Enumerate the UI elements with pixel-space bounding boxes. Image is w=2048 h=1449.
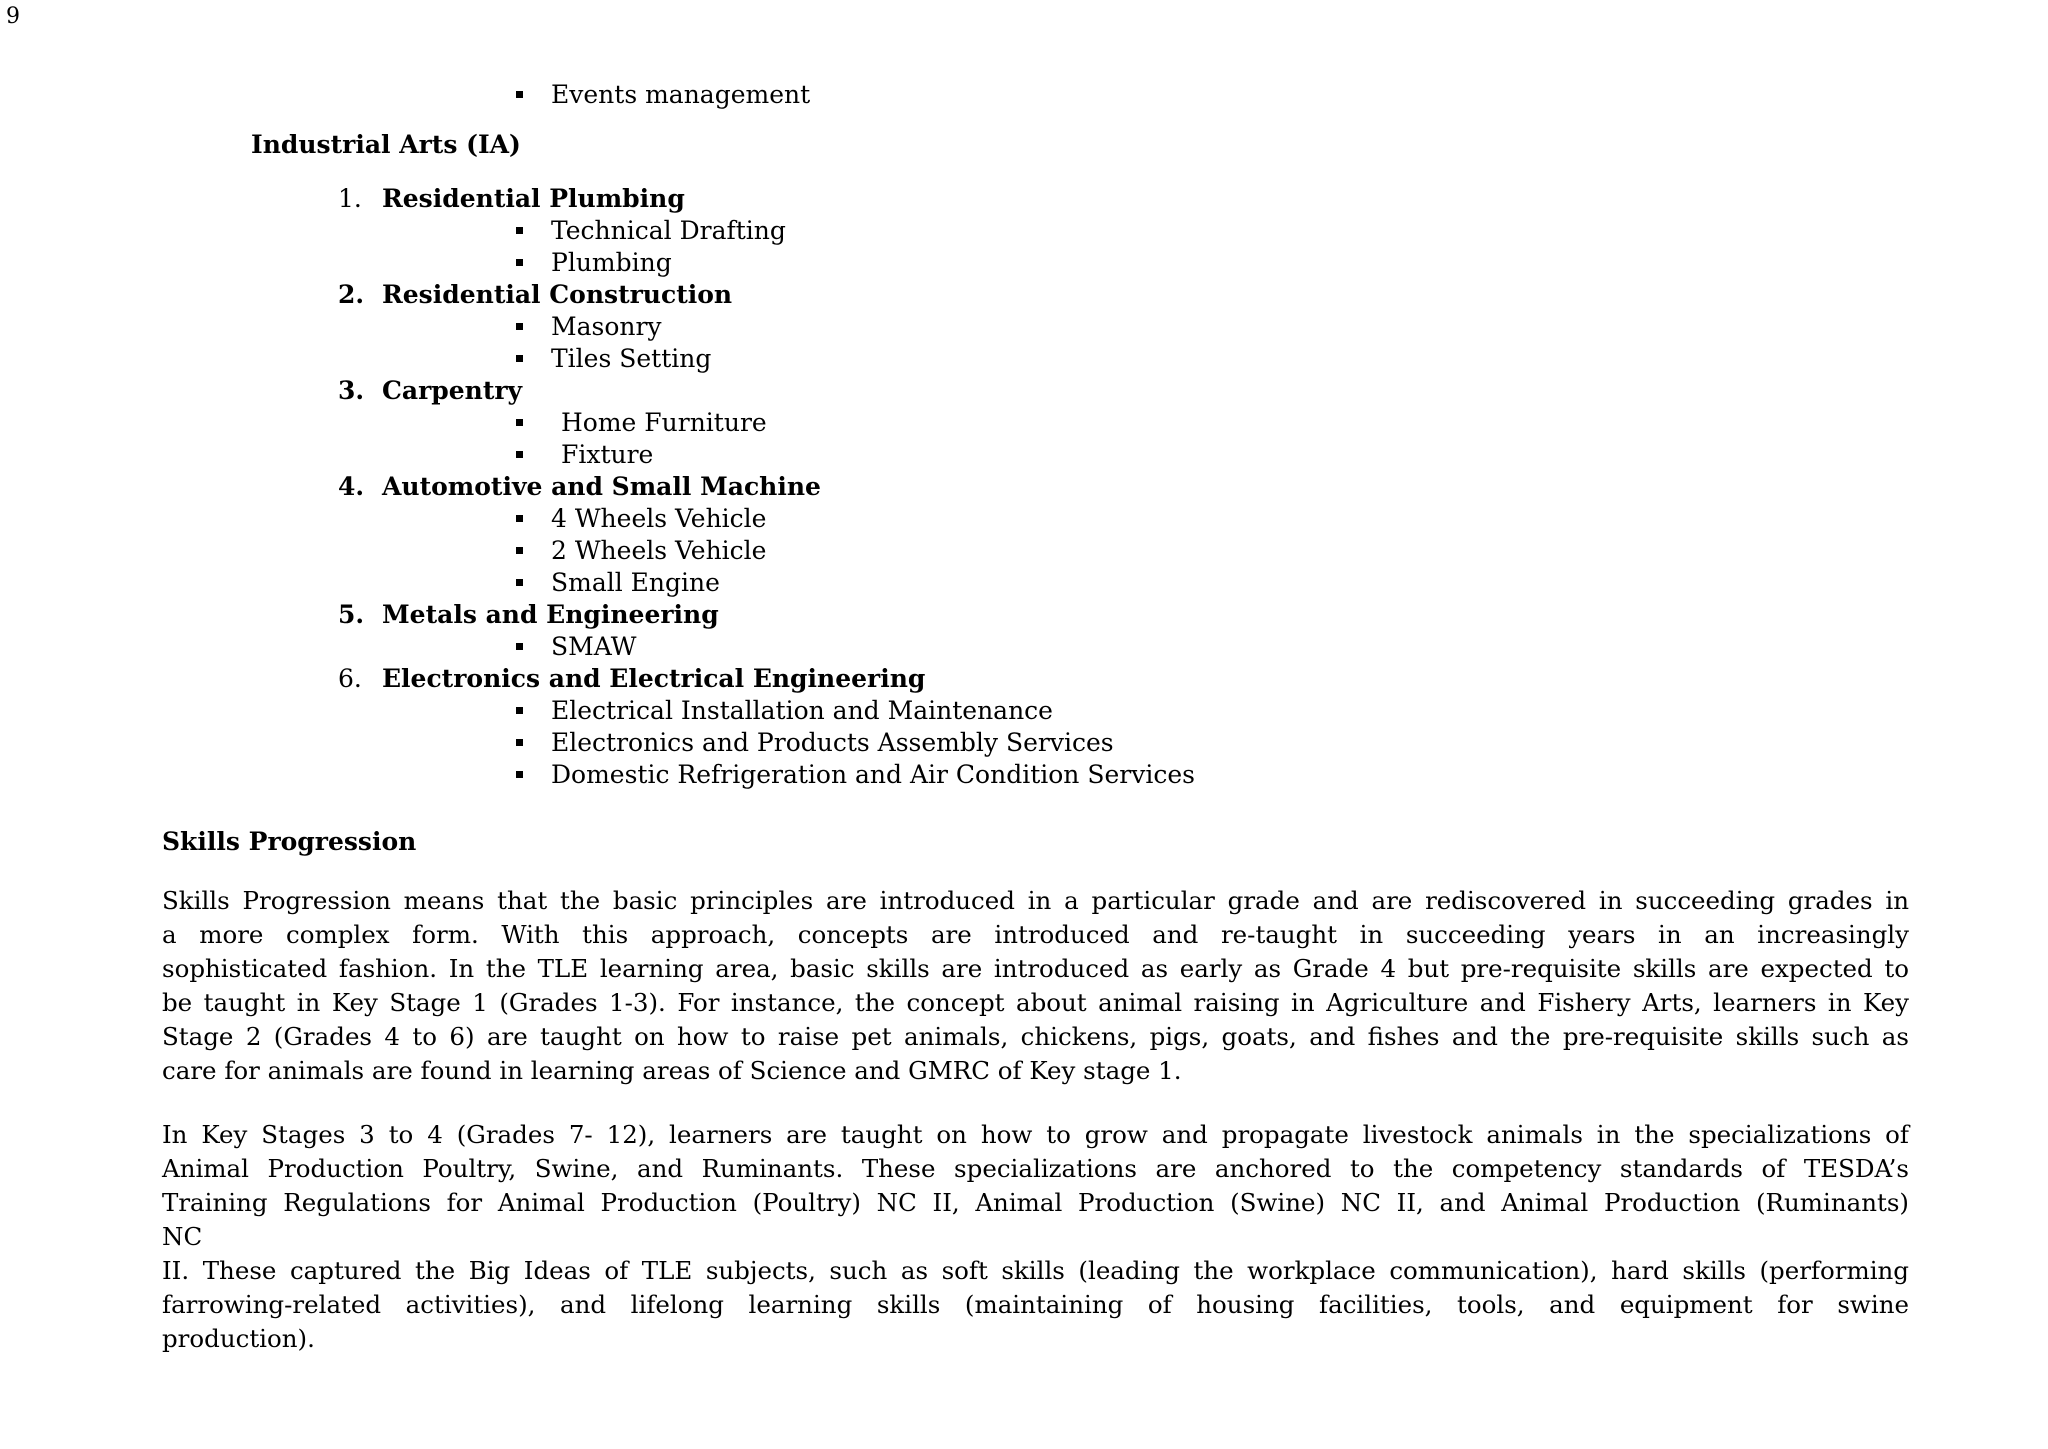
list-item-label: Domestic Refrigeration and Air Condition Services [551, 759, 1195, 789]
bullet-icon [516, 643, 523, 650]
numbered-item [338, 182, 685, 214]
item-title: Carpentry [382, 375, 523, 405]
list-item-label: 4 Wheels Vehicle [551, 503, 767, 533]
bullet-icon [516, 451, 523, 458]
list-item-label: Small Engine [551, 567, 720, 597]
list-item [516, 438, 653, 470]
paragraph-line: Skills Progression means that the basic principles are introduced in a particular grade and are rediscovered in succeeding grades in [162, 886, 1909, 915]
item-number: 2. [338, 279, 365, 309]
skills-progression-heading: Skills Progression [162, 827, 417, 856]
item-number: 5. [338, 599, 365, 629]
list-item [516, 726, 1114, 758]
paragraph-line: a more complex form. With this approach, concepts are introduced and re-taught in succeeding years in an increasingly [162, 920, 1909, 949]
item-title: Automotive and Small Machine [382, 471, 821, 501]
list-item-label: Home Furniture [561, 407, 767, 437]
paragraph-key-stages [162, 1118, 1909, 1356]
numbered-item [338, 662, 925, 694]
numbered-item [338, 278, 732, 310]
numbered-item [338, 598, 719, 630]
paragraph-line: NC [162, 1222, 203, 1251]
bullet-icon [516, 419, 523, 426]
bullet-icon [516, 547, 523, 554]
paragraph-line: care for animals are found in learning areas of Science and GMRC of Key stage 1. [162, 1056, 1182, 1085]
list-item [516, 502, 766, 534]
list-item [516, 246, 672, 278]
list-item [516, 566, 720, 598]
list-item [516, 630, 636, 662]
list-item [516, 342, 711, 374]
paragraph-line: Animal Production Poultry, Swine, and Ruminants. These specializations are anchored to the competency standards of TESDA’s [162, 1154, 1909, 1183]
list-item-label: Masonry [551, 311, 662, 341]
page-number: 9 [6, 4, 20, 29]
bullet-icon [516, 707, 523, 714]
list-item [516, 534, 766, 566]
bullet-icon [516, 771, 523, 778]
bullet-icon [516, 227, 523, 234]
item-title: Metals and Engineering [382, 599, 719, 629]
item-title: Residential Plumbing [382, 183, 685, 213]
bullet-icon [516, 579, 523, 586]
list-item-label: Electronics and Products Assembly Services [551, 727, 1114, 757]
bullet-icon [516, 355, 523, 362]
item-number: 3. [338, 375, 365, 405]
list-item-label: Events management [551, 79, 811, 109]
bullet-icon [516, 515, 523, 522]
paragraph-line: II. These captured the Big Ideas of TLE subjects, such as soft skills (leading the workplace communication), hard skills (performing [162, 1256, 1909, 1285]
paragraph-line: Training Regulations for Animal Production (Poultry) NC II, Animal Production (Swine) NC II, and Animal Production (Ruminants) [162, 1188, 1909, 1217]
list-item [516, 214, 786, 246]
paragraph-line: farrowing-related activities), and lifelong learning skills (maintaining of housing facilities, tools, and equipment for swine [162, 1290, 1909, 1319]
paragraph-line: Stage 2 (Grades 4 to 6) are taught on how to raise pet animals, chickens, pigs, goats, and fishes and the pre-requisite skills such as [162, 1022, 1909, 1051]
list-item [516, 406, 767, 438]
paragraph-line: In Key Stages 3 to 4 (Grades 7- 12), learners are taught on how to grow and propagate livestock animals in the specializations of [162, 1120, 1909, 1149]
list-item-label: Electrical Installation and Maintenance [551, 695, 1053, 725]
list-item-label: Tiles Setting [551, 343, 712, 373]
bullet-icon [516, 739, 523, 746]
bullet-icon [516, 259, 523, 266]
list-item-label: Plumbing [551, 247, 672, 277]
bullet-icon [516, 323, 523, 330]
paragraph-line: production). [162, 1324, 315, 1353]
paragraph-line: be taught in Key Stage 1 (Grades 1-3). For instance, the concept about animal raising in Agriculture and Fishery Arts, learners in Key [162, 988, 1909, 1017]
section-title: Industrial Arts (IA) [251, 130, 521, 159]
list-item [516, 694, 1053, 726]
list-item [516, 758, 1195, 790]
numbered-item [338, 374, 522, 406]
list-item-label: 2 Wheels Vehicle [551, 535, 767, 565]
list-item [516, 310, 662, 342]
item-number: 1. [338, 183, 362, 213]
list-item-events-management [516, 78, 810, 110]
item-number: 4. [338, 471, 365, 501]
item-number: 6. [338, 663, 362, 693]
paragraph-skills-progression [162, 884, 1909, 1088]
numbered-item [338, 470, 821, 502]
item-title: Residential Construction [382, 279, 733, 309]
list-item-label: Fixture [561, 439, 654, 469]
item-title: Electronics and Electrical Engineering [382, 663, 926, 693]
paragraph-line: sophisticated fashion. In the TLE learning area, basic skills are introduced as early as Grade 4 but pre-requisite skills are expected to [162, 954, 1909, 983]
list-item-label: Technical Drafting [551, 215, 786, 245]
list-item-label: SMAW [551, 631, 637, 661]
bullet-icon [516, 91, 523, 98]
